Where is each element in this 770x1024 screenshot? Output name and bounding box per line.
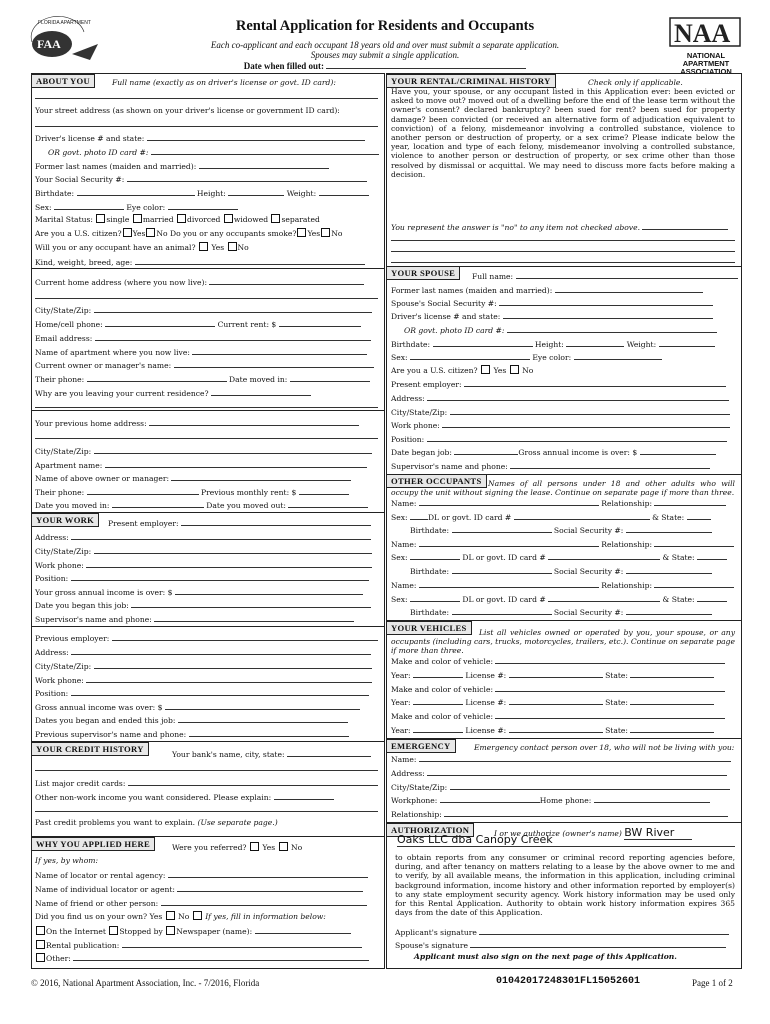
date-filled-row [0, 60, 770, 71]
divider-previous [31, 410, 385, 411]
criminal-line-3[interactable] [391, 262, 735, 263]
prev-city-row: City/State/Zip: [35, 445, 372, 457]
prev-work-dates-row: Dates you began and ended this job: [35, 714, 348, 726]
spouse-employer-row: Present employer: [391, 378, 726, 390]
prev-apt-row: Apartment name: [35, 459, 367, 471]
why-leaving-row: Why are you leaving your current residence? [35, 387, 311, 399]
form-barcode-number: 01042017248301FL15052601 [496, 976, 641, 987]
spouse-header: YOUR SPOUSE [386, 266, 460, 280]
current-address-line2[interactable] [35, 298, 378, 299]
naa-line-3: ASSOCIATION [680, 67, 732, 76]
spouse-name-row: Full name: [472, 270, 738, 282]
marital-single-checkbox[interactable] [96, 214, 105, 223]
occupant-3-name-row: Name: Relationship: [391, 579, 734, 591]
animal-no-checkbox[interactable] [228, 242, 237, 251]
individual-row: Name of individual locator or agent: [35, 883, 363, 895]
criminal-line-1[interactable] [391, 240, 735, 241]
emergency-note: Emergency contact person over 18, who will not be living with you: [474, 743, 735, 752]
criminal-line-2[interactable] [391, 251, 735, 252]
other-income-row: Other non-work income you want considered. Please explain: [35, 791, 334, 803]
occupant-1-name-row: Name: Relationship: [391, 497, 726, 509]
publication-row: Rental publication: [35, 939, 362, 951]
marital-row: Marital Status: single married divorced widowed separated [35, 215, 320, 224]
credit-history-header: YOUR CREDIT HISTORY [31, 742, 149, 756]
emergency-address-row: Address: [391, 767, 727, 779]
bank-line2[interactable] [35, 770, 378, 771]
emergency-relationship-row: Relationship: [391, 808, 728, 820]
divider-current [31, 268, 385, 269]
why-leaving-line2[interactable] [35, 407, 378, 408]
their-phone-row: Their phone: Date moved in: [35, 373, 370, 385]
prev-work-position-row: Position: [35, 687, 369, 699]
work-income-row: Your gross annual income is over: $ [35, 586, 363, 598]
occupant-2-birth-row: Birthdate: Social Security #: [410, 565, 712, 577]
marital-divorced-checkbox[interactable] [177, 214, 186, 223]
street-field[interactable] [35, 126, 378, 127]
emergency-city-row: City/State/Zip: [391, 781, 730, 793]
vehicle-2-year-row: Year: License #: State: [391, 696, 714, 708]
spouse-city-row: City/State/Zip: [391, 406, 730, 418]
sign-next-page-note: Applicant must also sign on the next page of this Application. [414, 952, 677, 961]
locator-row: Name of locator or rental agency: [35, 869, 368, 881]
vehicle-3-year-row: Year: License #: State: [391, 724, 714, 736]
bank-row: Your bank's name, city, state: [172, 748, 371, 760]
authorization-header: AUTHORIZATION [386, 823, 474, 837]
prev-owner-row: Name of above owner or manager: [35, 472, 351, 484]
occupant-3-birth-row: Birthdate: Social Security #: [410, 606, 712, 618]
current-address-row: Current home address (where you now live): [35, 276, 364, 288]
internet-checkbox[interactable] [36, 926, 45, 935]
referred-yes-checkbox[interactable] [250, 842, 259, 851]
work-phone-row: Work phone: [35, 559, 372, 571]
marital-widowed-checkbox[interactable] [224, 214, 233, 223]
stopped-by-checkbox[interactable] [109, 926, 118, 935]
subtitle-1: Each co-applicant and each occupant 18 years old and over must submit a separate application. [210, 40, 560, 50]
prev-work-phone-row: Work phone: [35, 674, 372, 686]
vehicle-1-year-row: Year: License #: State: [391, 669, 714, 681]
svg-text:FLORIDA APARTMENT: FLORIDA APARTMENT [38, 20, 91, 26]
publication-checkbox[interactable] [36, 940, 45, 949]
spouse-govt-row: OR govt. photo ID card #: [404, 324, 717, 336]
vehicle-2-make-row: Make and color of vehicle: [391, 683, 725, 695]
if-yes-label: If yes, by whom: [35, 856, 99, 865]
prev-work-address-row: Address: [35, 646, 371, 658]
sex-eye-row: Sex: Eye color: [35, 201, 238, 213]
vehicles-note: List all vehicles owned or operated by you, your spouse, or any occupants (including cars, trucks, motorcycles, trailers, etc.). Continue on separate page if more than three. [391, 628, 735, 656]
email-row: Email address: [35, 332, 371, 344]
why-applied-header: WHY YOU APPLIED HERE [31, 837, 155, 851]
owner-row: Current owner or manager's name: [35, 359, 374, 371]
prev-supervisor-row: Previous supervisor's name and phone: [35, 728, 349, 740]
spouse-phone-row: Work phone: [391, 419, 730, 431]
smoke-yes-checkbox[interactable] [297, 228, 306, 237]
svg-text:FAA: FAA [37, 37, 61, 51]
your-work-header: YOUR WORK [31, 513, 99, 527]
criminal-text: Have you, your spouse, or any occupant listed in this Application ever: been evicted or asked to move out? moved out of a dwelling before the end of the lease term without the owner's consent? declared bankruptcy? been sued for rent? been sued for property damage? been convicted (or received an alternative form of adjudication equivalent to conviction) of a felony, misdemeanor involving a controlled substance, violence to another person or destruction of property, or a sex crime? Please indicate below the year, location and type of each felony, misdemeanor involving a controlled substance, violence to another person or destruction of property, or sex crime other than those resolved by dismissal or acquittal. We may need to discuss more facts before making a decision. [391, 87, 735, 179]
own-yes-checkbox[interactable] [166, 911, 175, 920]
ssn-row: Your Social Security #: [35, 173, 367, 185]
prev-address-line2[interactable] [35, 438, 378, 439]
spouse-birth-row: Birthdate: Height: Weight: [391, 338, 715, 350]
naa-line-2: APARTMENT [682, 59, 730, 68]
owner-name-line2[interactable]: Oaks LLC dba Canopy Creek [397, 834, 735, 847]
former-names-row: Former last names (maiden and married): [35, 160, 329, 172]
spouse-position-row: Position: [391, 433, 727, 445]
govt-id-row: OR govt. photo ID card #: [48, 146, 379, 158]
prev-address-row: Your previous home address: [35, 417, 359, 429]
applicant-sig-row: Applicant's signature [395, 926, 729, 938]
current-phone-row: Home/cell phone: Current rent: $ [35, 318, 361, 330]
emergency-name-row: Name: [391, 753, 731, 765]
about-you-header: ABOUT YOU [31, 74, 95, 88]
svg-text:NAA: NAA [674, 19, 731, 48]
vehicles-header: YOUR VEHICLES [386, 621, 472, 635]
check-applicable: Check only if applicable. [588, 78, 683, 87]
current-city-row: City/State/Zip: [35, 304, 372, 316]
vehicle-1-make-row: Make and color of vehicle: [391, 655, 725, 667]
prev-dates-row: Date you moved in: Date you moved out: [35, 499, 368, 511]
marital-married-checkbox[interactable] [133, 214, 142, 223]
owner-name-line1[interactable]: BW River [624, 826, 692, 840]
own-no-checkbox[interactable] [193, 911, 202, 920]
cards-row: List major credit cards: [35, 777, 378, 789]
spouse-dl-row: Driver's license # and state: [391, 310, 713, 322]
spouse-former-row: Former last names (maiden and married): [391, 284, 703, 296]
employer-row: Present employer: [108, 517, 371, 529]
page-title: Rental Application for Residents and Occupants [235, 18, 535, 34]
naa-line-1: NATIONAL [686, 51, 726, 60]
prev-work-city-row: City/State/Zip: [35, 660, 372, 672]
street-label: Your street address (as shown on your driver's license or government ID card): [35, 106, 340, 115]
work-address-row: Address: [35, 531, 371, 543]
work-city-row: City/State/Zip: [35, 545, 372, 557]
citizen-no-checkbox[interactable] [146, 228, 155, 237]
spouse-ssn-row: Spouse's Social Security #: [391, 297, 713, 309]
vehicle-3-make-row: Make and color of vehicle: [391, 710, 725, 722]
emergency-phone-row: Workphone: Home phone: [391, 794, 710, 806]
spouse-began-row: Date began job: Gross annual income is over: $ [391, 446, 716, 458]
referred-row: Were you referred? Yes No [172, 843, 303, 852]
dl-row: Driver's license # and state: [35, 132, 365, 144]
referred-no-checkbox[interactable] [279, 842, 288, 851]
animal-yes-checkbox[interactable] [199, 242, 208, 251]
subtitle-2: Spouses may submit a single application. [310, 50, 460, 60]
full-name-label: Full name (exactly as on driver's license or govt. ID card): [112, 78, 336, 87]
work-began-row: Date you began this job: [35, 599, 371, 611]
copyright: © 2016, National Apartment Association, Inc. - 7/2016, Florida [31, 978, 260, 988]
prev-phone-row: Their phone: Previous monthly rent: $ [35, 486, 349, 498]
birth-row: Birthdate: Height: Weight: [35, 187, 369, 199]
other-source-row: Other: [35, 952, 369, 964]
other-occupants-header: OTHER OCCUPANTS [386, 474, 487, 488]
smoke-no-checkbox[interactable] [321, 228, 330, 237]
occupant-3-id-row: Sex: DL or govt. ID card # & State: [391, 593, 727, 605]
occupant-1-birth-row: Birthdate: Social Security #: [410, 524, 712, 536]
emergency-header: EMERGENCY [386, 739, 456, 753]
full-name-field[interactable] [35, 98, 378, 99]
citizen-yes-checkbox[interactable] [123, 228, 132, 237]
spouse-citizen-no-checkbox[interactable] [510, 365, 519, 374]
friend-row: Name of friend or other person: [35, 897, 367, 909]
criminal-history-header: YOUR RENTAL/CRIMINAL HISTORY [386, 74, 556, 88]
spouse-citizen-yes-checkbox[interactable] [481, 365, 490, 374]
date-filled-field[interactable] [326, 60, 526, 69]
work-position-row: Position: [35, 572, 369, 584]
spouse-citizen-row: Are you a U.S. citizen? Yes No [391, 366, 534, 375]
spouse-sig-row: Spouse's signature [395, 939, 726, 951]
criminal-note-row: You represent the answer is "no" to any item not checked above. [391, 221, 728, 233]
other-income-line2[interactable] [35, 811, 378, 812]
date-filled-label: Date when filled out: [243, 61, 324, 71]
source-row: On the Internet Stopped by Newspaper (name): [35, 925, 351, 937]
animal-kind-row: Kind, weight, breed, age: [35, 256, 365, 268]
occupant-1-id-row: Sex: DL or govt. ID card # & State: [391, 511, 711, 523]
divider-prev-work [31, 626, 385, 627]
spouse-supervisor-row: Supervisor's name and phone: [391, 460, 710, 472]
spouse-sex-row: Sex: Eye color: [391, 351, 662, 363]
prev-work-income-row: Gross annual income was over: $ [35, 701, 360, 713]
work-supervisor-row: Supervisor's name and phone: [35, 613, 354, 625]
authorize-owner-row: I or we authorize (owner's name) BW River [494, 828, 692, 839]
marital-separated-checkbox[interactable] [271, 214, 280, 223]
authorization-text: to obtain reports from any consumer or criminal record reporting agencies before, during, and after tenancy on matters relating to a lease by the above owner to me and to verify, by all available means, the information in this application, including criminal background information, income history and other information reported by employer(s) to any state employment security agency. Work history information may be used only for this Rental Application. Authority to obtain work history information expires 365 days from the date of this Application. [395, 853, 735, 918]
occupant-2-name-row: Name: Relationship: [391, 538, 734, 550]
occupants-note: Names of all persons under 18 and other adults who will occupy the unit without signing the lease. Continue on separate page if more than three. [391, 479, 735, 498]
occupant-2-id-row: Sex: DL or govt. ID card # & State: [391, 551, 727, 563]
credit-problems-row: Past credit problems you want to explain. (Use separate page.) [35, 818, 278, 827]
newspaper-checkbox[interactable] [166, 926, 175, 935]
animal-row: Will you or any occupant have an animal? Yes No [35, 243, 249, 252]
prev-employer-row: Previous employer: [35, 632, 378, 644]
page-number: Page 1 of 2 [692, 978, 733, 988]
other-source-checkbox[interactable] [36, 953, 45, 962]
own-row: Did you find us on your own? Yes No If yes, fill in information below: [35, 912, 326, 921]
spouse-address-row: Address: [391, 392, 729, 404]
citizen-smoke-row: Are you a U.S. citizen? Yes No Do you or any occupants smoke? Yes No [35, 229, 343, 238]
apt-name-row: Name of apartment where you now live: [35, 346, 367, 358]
